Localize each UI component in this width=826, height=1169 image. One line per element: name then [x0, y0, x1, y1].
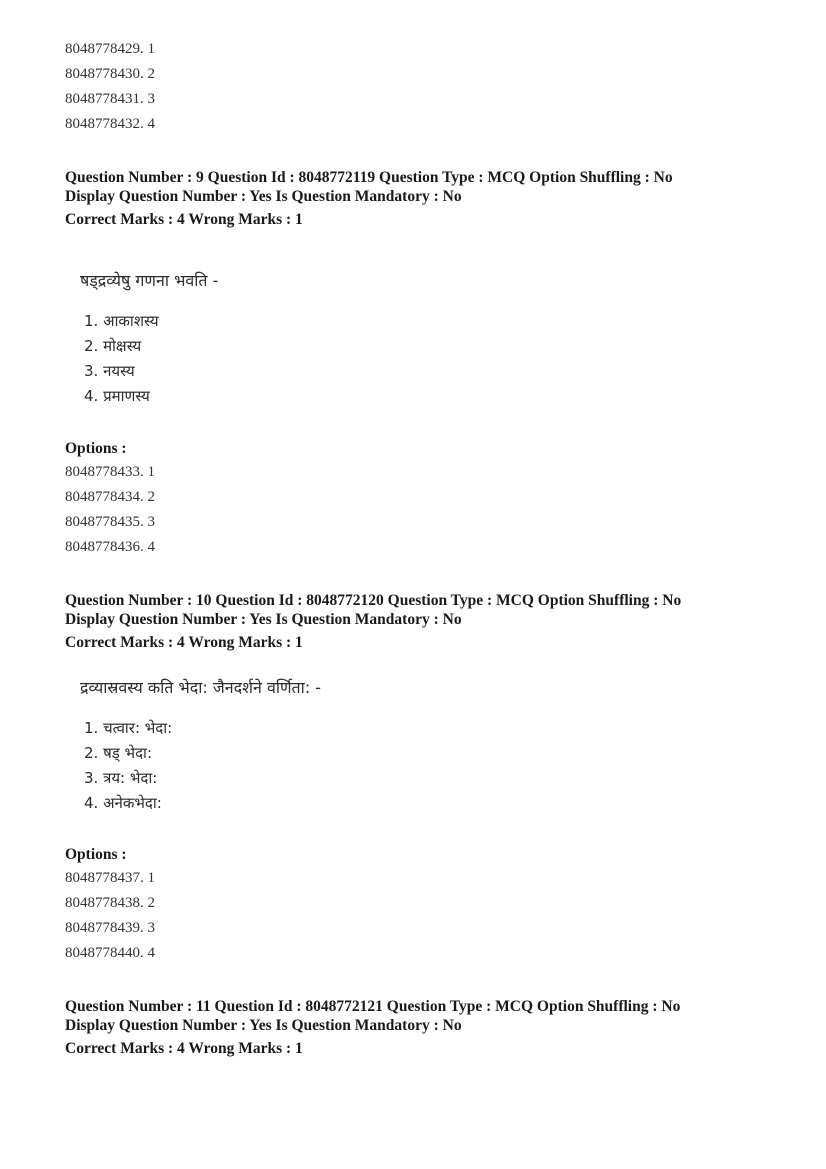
option-id-line: 8048778431. 3 [65, 91, 155, 107]
option-id-line: 8048778440. 4 [65, 945, 155, 961]
option-id-line: 8048778437. 1 [65, 870, 155, 886]
q11-marks: Correct Marks : 4 Wrong Marks : 1 [65, 1040, 303, 1057]
q11-meta-line1: Question Number : 11 Question Id : 8048772121 Question Type : MCQ Option Shuffling : No [65, 998, 681, 1015]
q10-choice: 1. चत्वार: भेदा: [84, 719, 173, 737]
option-id-line: 8048778429. 1 [65, 41, 155, 57]
q10-meta-line2: Display Question Number : Yes Is Question Mandatory : No [65, 611, 462, 628]
q9-meta-line1: Question Number : 9 Question Id : 8048772119 Question Type : MCQ Option Shuffling : No [65, 169, 673, 186]
q9-choice: 3. नयस्य [84, 362, 135, 380]
q11-meta-line2: Display Question Number : Yes Is Question Mandatory : No [65, 1017, 462, 1034]
q9-choice: 2. मोक्षस्य [84, 337, 142, 355]
option-id-line: 8048778439. 3 [65, 920, 155, 936]
q9-question-text: षड्द्रव्येषु गणना भवति - [80, 271, 219, 290]
q9-choice: 1. आकाशस्य [84, 312, 159, 330]
option-id-line: 8048778438. 2 [65, 895, 155, 911]
q10-choice: 3. त्रय: भेदा: [84, 769, 158, 787]
option-id-line: 8048778435. 3 [65, 514, 155, 530]
option-id-line: 8048778432. 4 [65, 116, 155, 132]
q9-choice: 4. प्रमाणस्य [84, 387, 150, 405]
q10-choice: 2. षड् भेदा: [84, 744, 152, 762]
option-id-line: 8048778434. 2 [65, 489, 155, 505]
q10-choice: 4. अनेकभेदा: [84, 794, 162, 812]
q10-marks: Correct Marks : 4 Wrong Marks : 1 [65, 634, 303, 651]
option-id-line: 8048778436. 4 [65, 539, 155, 555]
option-id-line: 8048778433. 1 [65, 464, 155, 480]
q9-options-label: Options : [65, 440, 127, 457]
q9-marks: Correct Marks : 4 Wrong Marks : 1 [65, 211, 303, 228]
q10-meta-line1: Question Number : 10 Question Id : 8048772120 Question Type : MCQ Option Shuffling : No [65, 592, 682, 609]
q10-question-text: द्रव्यास्रवस्य कति भेदा: जैनदर्शने वर्णिता: - [80, 678, 322, 697]
q9-meta-line2: Display Question Number : Yes Is Question Mandatory : No [65, 188, 462, 205]
q10-options-label: Options : [65, 846, 127, 863]
option-id-line: 8048778430. 2 [65, 66, 155, 82]
